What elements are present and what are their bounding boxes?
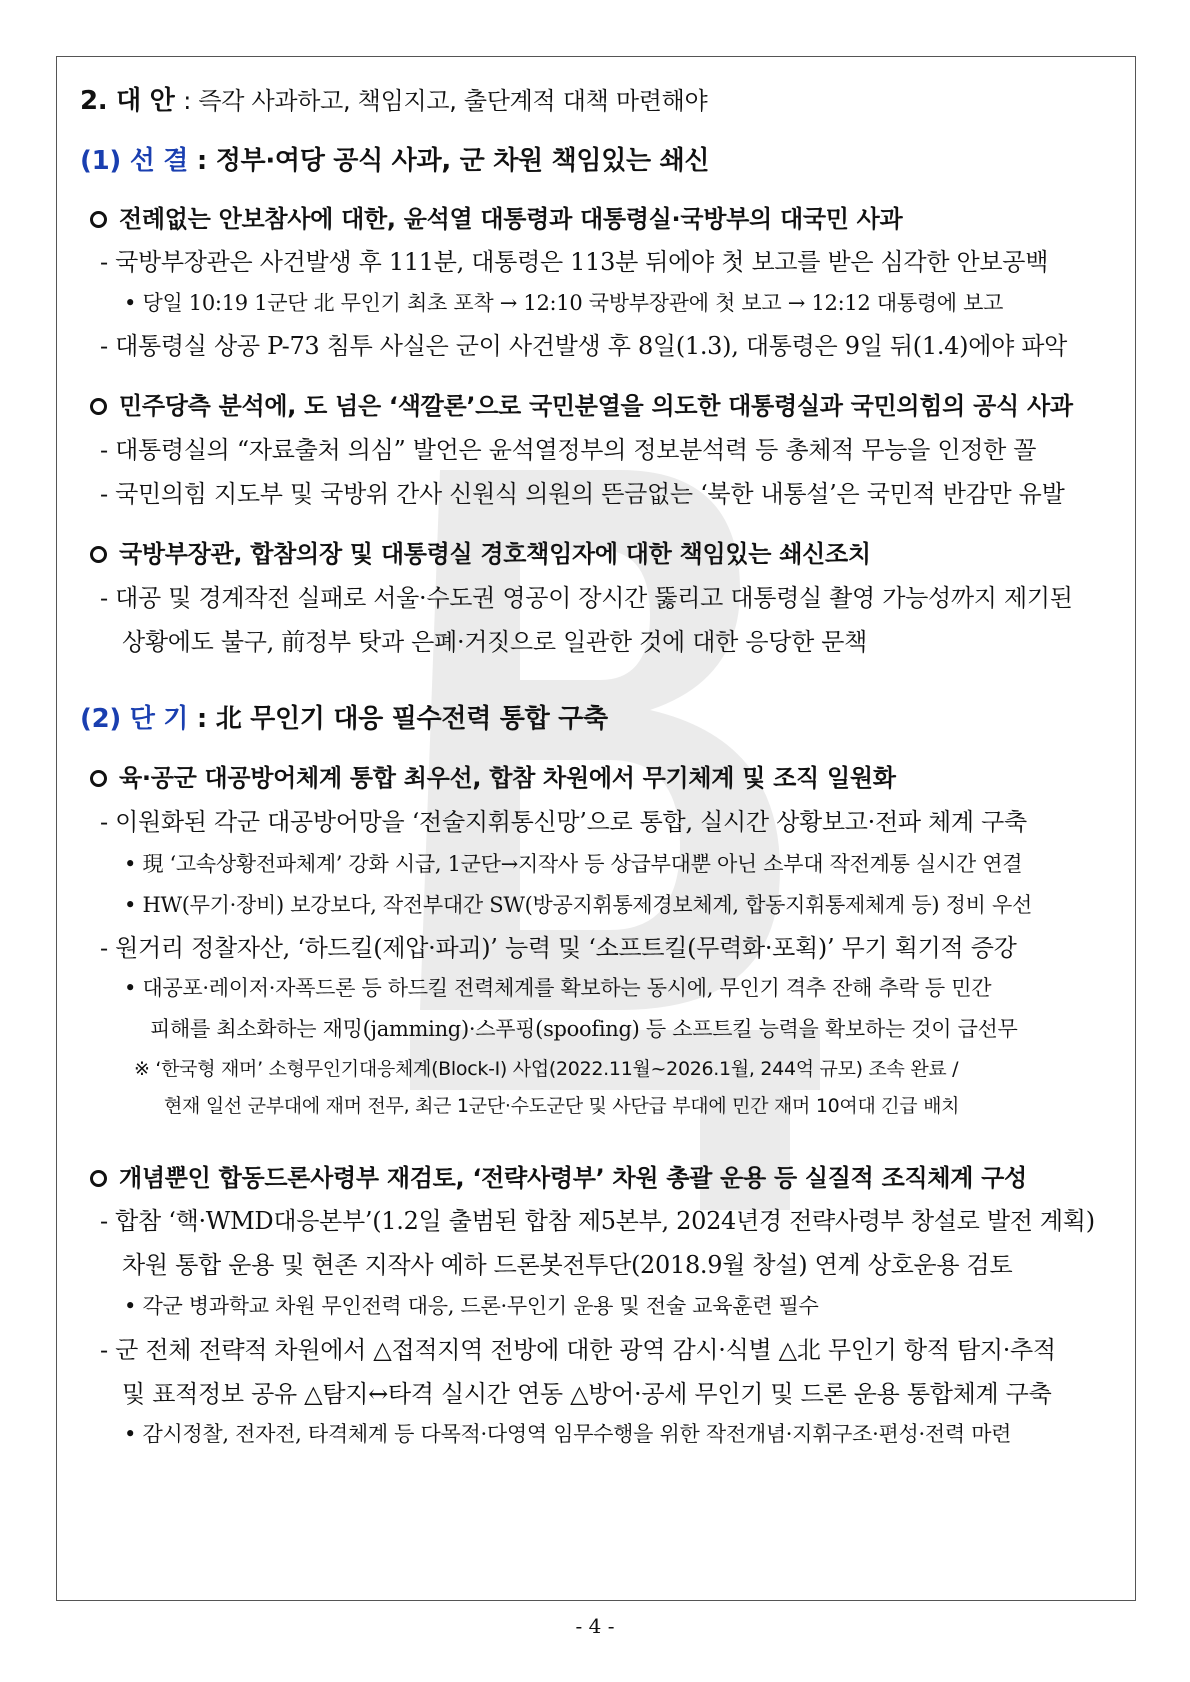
part2-item2-d2b: 및 표적정보 공유 △탐지↔타격 실시간 연동 △방어·공세 무인기 및 드론 운용 통합체계 구축 [122, 1380, 1052, 1408]
section-title [80, 80, 707, 117]
part2-item1-head [90, 758, 896, 793]
part2-item1-d1: - 이원화된 각군 대공방어망을 ‘전술지휘통신망’으로 통합, 실시간 상황보고·전파 체계 구축 [100, 808, 1027, 836]
part2-item1-head-text: 육·공군 대공방어체계 통합 최우선, 합참 차원에서 무기체계 및 조직 일원화 [119, 764, 896, 792]
part2-item2-d2: - 군 전체 전략적 차원에서 △접적지역 전방에 대한 광역 감시·식별 △北 무인기 항적 탐지·추적 [100, 1336, 1056, 1364]
part2-item2-d1b: 차원 통합 운용 및 현존 지작사 예하 드론봇전투단(2018.9월 창설) 연계 상호운용 검토 [122, 1251, 1013, 1279]
part1-item1-d2: - 대통령실 상공 P-73 침투 사실은 군이 사건발생 후 8일(1.3), 대통령은 9일 뒤(1.4)에야 파악 [100, 332, 1068, 360]
part2-item1-d1b: • HW(무기·장비) 보강보다, 작전부대간 SW(방공지휘통제경보체계, 합동지휘통제체계 등) 정비 우선 [124, 893, 1032, 917]
part1-item1-head-text: 전례없는 안보참사에 대한, 윤석열 대통령과 대통령실·국방부의 대국민 사과 [119, 205, 903, 233]
part2-item2-d1a: • 각군 병과학교 차원 무인전력 대응, 드론·무인기 운용 및 전술 교육훈련 필수 [124, 1294, 819, 1318]
part2-item1-note1: ※ ‘한국형 재머’ 소형무인기대응체계(Block-Ⅰ) 사업(2022.11월~2026.1월, 244억 규모) 조속 완료 / [134, 1058, 959, 1080]
part2-item2-d2a: • 감시정찰, 전자전, 타격체계 등 다목적·다영역 임무수행을 위한 작전개념·지휘구조·편성·전력 마련 [124, 1422, 1012, 1446]
part2-item2-head [90, 1158, 1027, 1193]
part2-item1-d2: - 원거리 정찰자산, ‘하드킬(제압·파괴)’ 능력 및 ‘소프트킬(무력화·포획)’ 무기 획기적 증강 [100, 934, 1017, 962]
part2-label: (2) 단 기 [80, 704, 189, 734]
part1-item1-d1a: • 당일 10:19 1군단 北 무인기 최초 포착 → 12:10 국방부장관에 첫 보고 → 12:12 대통령에 보고 [124, 291, 1004, 315]
part1-item2-head [90, 386, 1073, 421]
part1-item3-head [90, 534, 871, 569]
part1-item2-d1: - 대통령실의 “자료출처 의심” 발언은 윤석열정부의 정보분석력 등 총체적 무능을 인정한 꼴 [100, 436, 1037, 464]
part1-item1-head [90, 199, 902, 234]
part1-item2-head-text: 민주당측 분석에, 도 넘은 ‘색깔론’으로 국민분열을 의도한 대통령실과 국민의힘의 공식 사과 [119, 392, 1073, 420]
part1-heading [80, 140, 709, 177]
circle-bullet-icon [90, 1170, 107, 1187]
circle-bullet-icon [90, 211, 107, 228]
part1-title: : 정부·여당 공식 사과, 군 차원 책임있는 쇄신 [196, 146, 710, 176]
part2-item1-d2a: • 대공포·레이저·자폭드론 등 하드킬 전력체계를 확보하는 동시에, 무인기 격추 잔해 추락 등 민간 [124, 976, 992, 1000]
part2-title: : 北 무인기 대응 필수전력 통합 구축 [196, 704, 608, 734]
section-title-label: 2. 대 안 [80, 86, 175, 116]
part2-item2-head-text: 개념뿐인 합동드론사령부 재검토, ‘전략사령부’ 차원 총괄 운용 등 실질적 조직체계 구성 [119, 1164, 1027, 1192]
circle-bullet-icon [90, 546, 107, 563]
section-title-desc: : 즉각 사과하고, 책임지고, 출단계적 대책 마련해야 [183, 87, 708, 115]
circle-bullet-icon [90, 398, 107, 415]
page-number: - 4 - [575, 1614, 615, 1638]
part2-item2-d1: - 합참 ‘핵·WMD대응본부’(1.2일 출범된 합참 제5본부, 2024년경 전략사령부 창설로 발전 계획) [100, 1207, 1095, 1235]
part2-item1-d2b: 피해를 최소화하는 재밍(jamming)·스푸핑(spoofing) 등 소프트킬 능력을 확보하는 것이 급선무 [150, 1017, 1018, 1041]
part1-item3-d1b: 상황에도 불구, 前정부 탓과 은폐·거짓으로 일관한 것에 대한 응당한 문책 [122, 628, 868, 656]
part2-item1-note2: 현재 일선 군부대에 재머 전무, 최근 1군단·수도군단 및 사단급 부대에 민간 재머 10여대 긴급 배치 [164, 1095, 960, 1117]
circle-bullet-icon [90, 770, 107, 787]
part2-heading [80, 698, 608, 735]
part1-item1-d1: - 국방부장관은 사건발생 후 111분, 대통령은 113분 뒤에야 첫 보고를 받은 심각한 안보공백 [100, 248, 1049, 276]
part1-item2-d2: - 국민의힘 지도부 및 국방위 간사 신원식 의원의 뜬금없는 ‘북한 내통설’은 국민적 반감만 유발 [100, 480, 1065, 508]
part2-item1-d1a: • 現 ‘고속상황전파체계’ 강화 시급, 1군단→지작사 등 상급부대뿐 아닌 소부대 작전계통 실시간 연결 [124, 852, 1023, 876]
part1-item3-d1: - 대공 및 경계작전 실패로 서울·수도권 영공이 장시간 뚫리고 대통령실 촬영 가능성까지 제기된 [100, 584, 1073, 612]
part1-label: (1) 선 결 [80, 146, 189, 176]
part1-item3-head-text: 국방부장관, 합참의장 및 대통령실 경호책임자에 대한 책임있는 쇄신조치 [119, 540, 871, 568]
